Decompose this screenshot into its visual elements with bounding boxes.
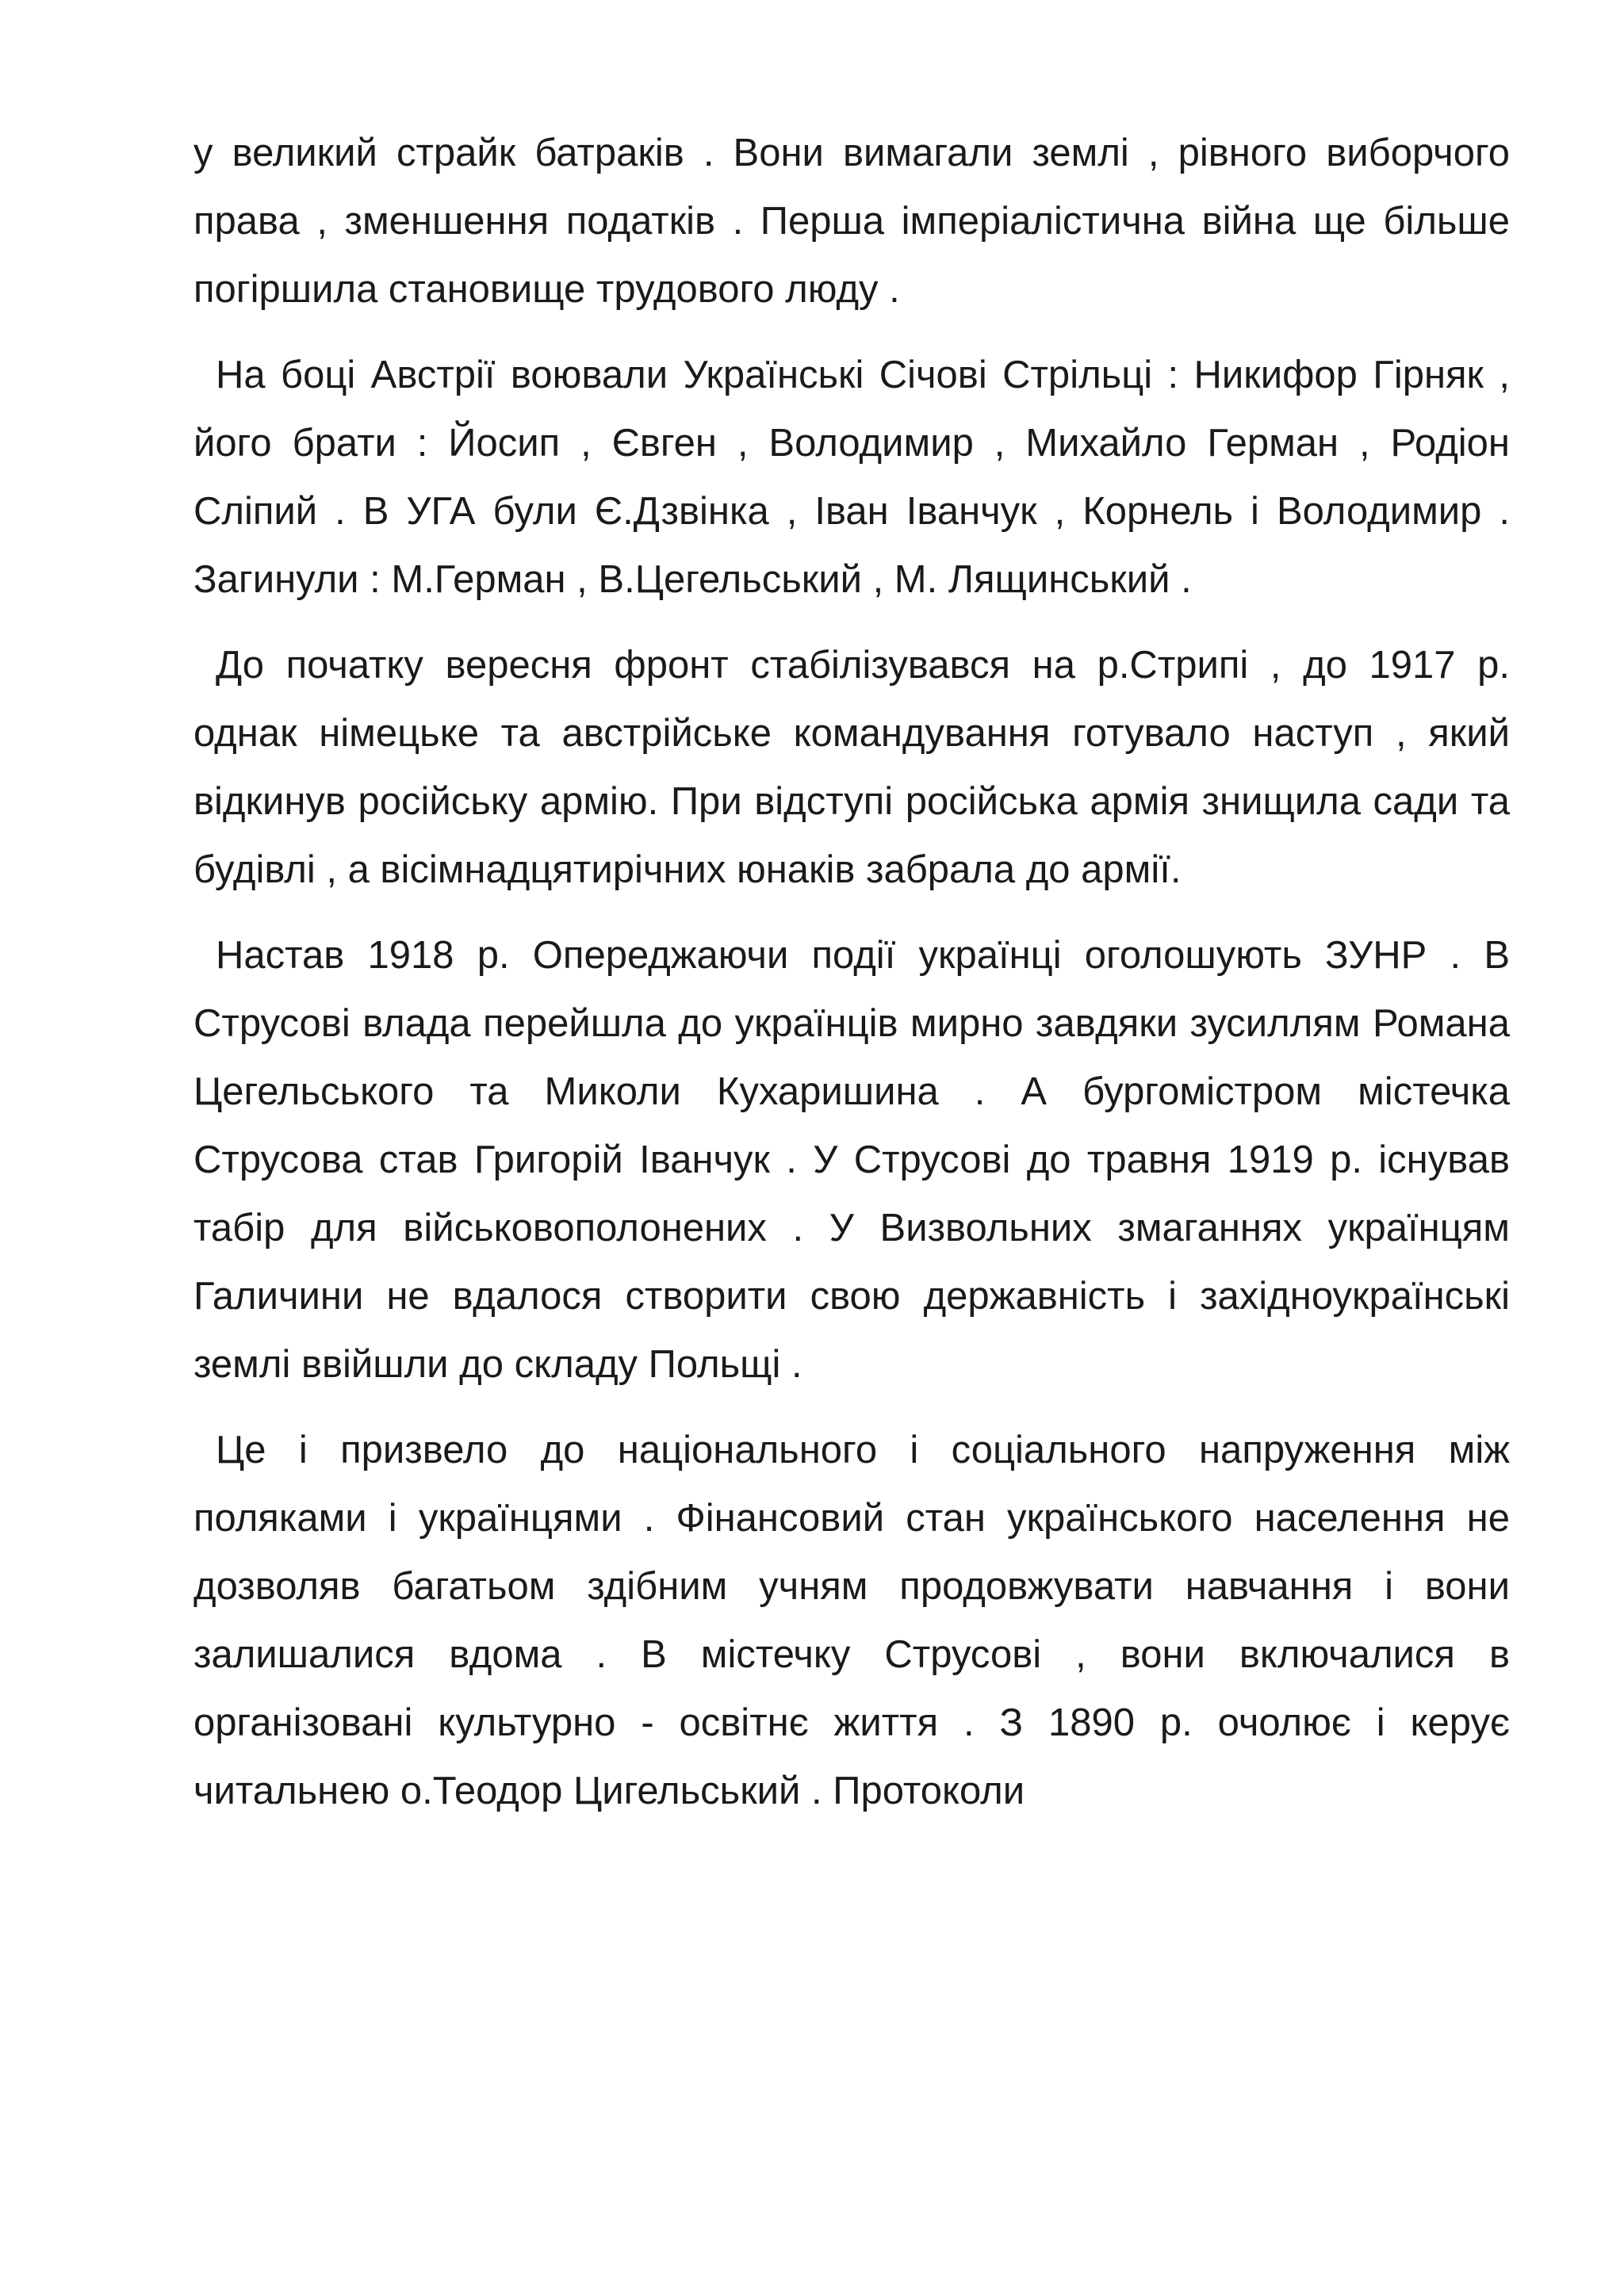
document-page xyxy=(193,119,1510,1843)
paragraph-2: На боці Австрії воювали Українські Січові Стрільці : Никифор Гірняк , його брати : Йосип , Євген , Володимир , Михайло Герман , Родіон Сліпий . В УГА були Є.Дзвінка , Іван Іванчук , Корнель і Володимир . Загинули : М.Герман , В.Цегельський , М. Лящинський . xyxy=(193,354,1510,601)
paragraph-3: До початку вересня фронт стабілізувався на р.Стрипі , до 1917 р. однак німецьке та австрійське командування готувало наступ , який відкинув російську армію. При відступі російська армія знищила сади та будівлі , а вісімнадцятирічних юнаків забрала до армії. xyxy=(193,644,1510,891)
paragraph-1: у великий страйк батраків . Вони вимагали землі , рівного виборчого права , зменшення податків . Перша імперіалістична війна ще більше погіршила становище трудового люду . xyxy=(193,132,1510,311)
paragraph-5: Це і призвело до національного і соціального напруження між поляками і українцями . Фінансовий стан українського населення не дозволяв багатьом здібним учням продовжувати навчання і вони залишалися вдома . В містечку Струсові , вони включалися в організовані культурно - освітнє життя . З 1890 р. очолює і керує читальнею о.Теодор Цигельський . Протоколи xyxy=(193,1429,1510,1812)
paragraph-4: Настав 1918 р. Опереджаючи події українці оголошують ЗУНР . В Струсові влада перейшла до українців мирно завдяки зусиллям Романа Цегельського та Миколи Кухаришина . А бургомістром містечка Струсова став Григорій Іванчук . У Струсові до травня 1919 р. існував табір для військовополонених . У Визвольних змаганнях українцям Галичини не вдалося створити свою державність і західноукраїнські землі ввійшли до складу Польщі . xyxy=(193,934,1510,1386)
